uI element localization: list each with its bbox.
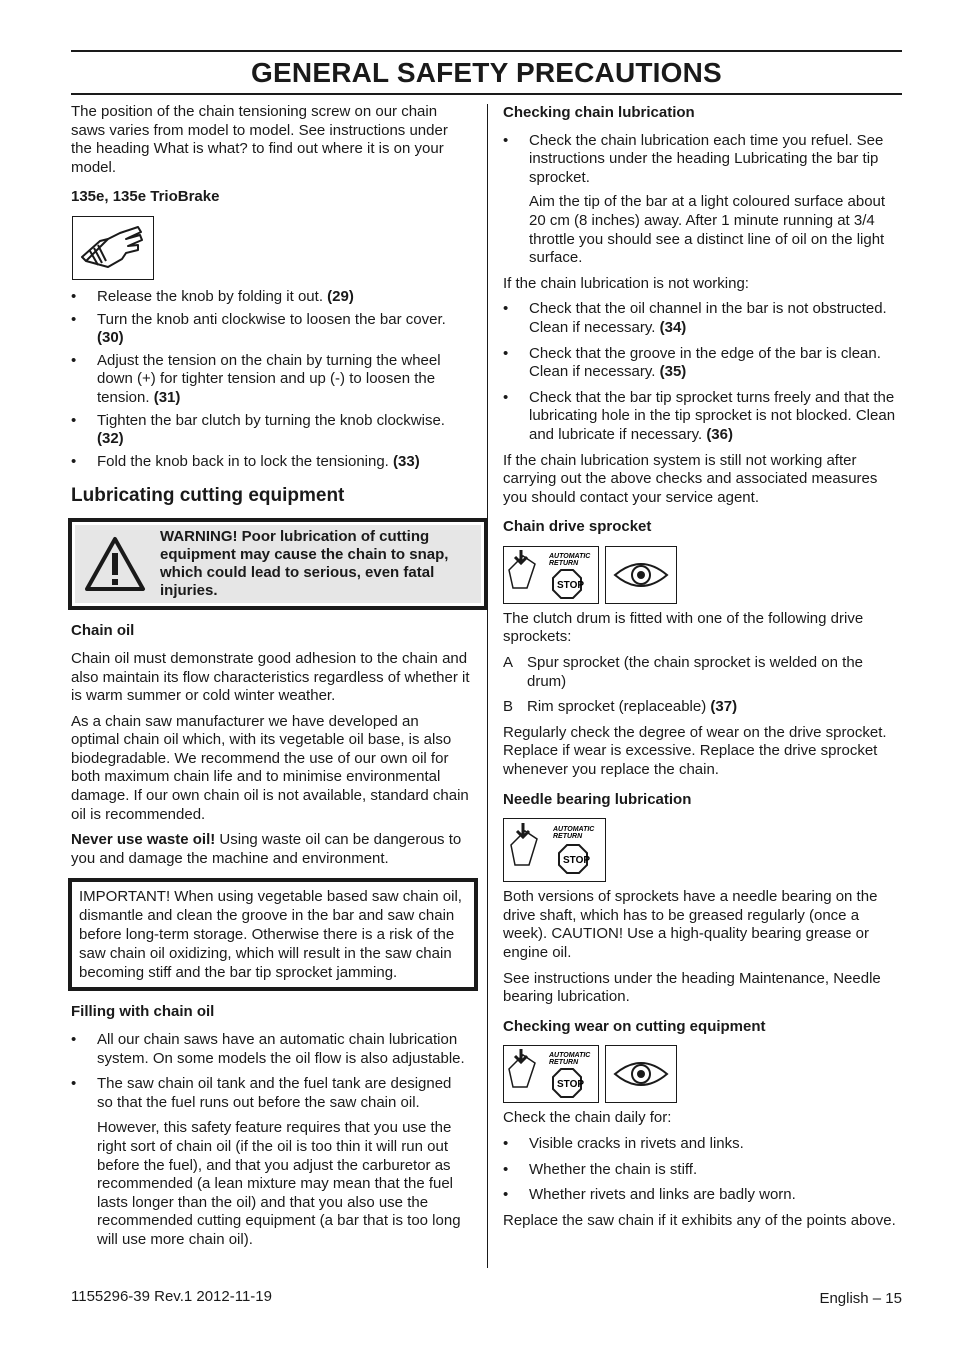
column-divider — [487, 104, 488, 1268]
footer-doc-id: 1155296-39 Rev.1 2012-11-19 — [71, 1288, 272, 1305]
list-item: • Turn the knob anti clockwise to loosen the bar cover. (30) — [71, 310, 446, 347]
list-item: • Check that the oil channel in the bar is not obstructed. Clean if necessary. (34) — [503, 300, 887, 336]
tension-steps-list — [71, 288, 471, 471]
svg-text:AUTOMATIC: AUTOMATIC — [549, 552, 591, 560]
symbol-row — [503, 1045, 903, 1103]
list-item: • Check that the bar tip sprocket turns freely and that the lubricating hole in the tip sprocket is not blocked. Clean and lubricate if necessary. (36) — [503, 388, 896, 443]
header-rule-top — [71, 50, 902, 52]
checking-note: Aim the tip of the bar at a light coloured surface about 20 cm (8 inches) away. After 1 minute running at 3/4 throttle you should see a distinct line of oil on the light surface. — [529, 193, 886, 267]
warning-box — [68, 518, 488, 610]
warning-text: WARNING! Poor lubrication of cutting equipment may cause the chain to snap, which could lead to serious, even fatal injuries. — [160, 528, 449, 600]
intro-paragraph: The position of the chain tensioning screw on our chain saws varies from model to model. See instructions under the heading What is what? to find out where it is on your model. — [71, 103, 448, 176]
header-rule-bottom — [71, 93, 902, 95]
automatic-return-stop-symbol — [503, 818, 606, 882]
automatic-return-stop-icon — [507, 821, 603, 879]
sprocket-b: B Rim sprocket (replaceable) (37) — [503, 698, 738, 716]
eye-symbol — [605, 546, 677, 604]
automatic-return-stop-symbol — [503, 546, 599, 604]
filling-heading: Filling with chain oil — [71, 1003, 215, 1021]
footer-page-number: English – 15 — [819, 1290, 902, 1307]
svg-text:STOP: STOP — [557, 1079, 585, 1091]
sprocket-a: A Spur sprocket (the chain sprocket is welded on the drum) — [503, 654, 864, 690]
not-working-list — [503, 300, 903, 444]
needle-paragraph: Both versions of sprockets have a needle bearing on the drive shaft, which has to be greased regularly (once a week). CAUTION! Use a high-quality bearing grease or engine oil. — [503, 888, 878, 961]
automatic-return-stop-icon — [505, 1047, 597, 1101]
list-item: • Check that the groove in the edge of the bar is clean. Clean if necessary. (35) — [503, 344, 881, 381]
section-heading-lubricating: Lubricating cutting equipment — [71, 485, 345, 507]
waste-oil-paragraph: Never use waste oil! Using waste oil can be dangerous to you and damage the machine and environment. — [71, 831, 462, 867]
wear-check-text: Regularly check the degree of wear on the drive sprocket. Replace if wear is excessive. Replace the drive sprocket whenever you replace the chain. — [503, 723, 887, 779]
chain-oil-heading: Chain oil — [71, 622, 135, 640]
not-working-text: If the chain lubrication is not working: — [503, 274, 749, 292]
sprocket-heading: Chain drive sprocket — [503, 518, 652, 536]
svg-text:RETURN: RETURN — [549, 559, 579, 567]
warning-triangle-icon — [78, 535, 152, 593]
replace-text: Replace the saw chain if it exhibits any of the points above. — [503, 1211, 896, 1229]
important-box: IMPORTANT! When using vegetable based saw chain oil, dismantle and clean the groove in the bar and saw chain before long-term storage. Otherwise there is a risk of the saw chain oil oxidizing, which will result in the saw chain becoming stiff and the bar tip sprocket jamming. — [68, 878, 478, 991]
list-item: • All our chain saws have an automatic chain lubrication system. On some models the oil flow is also adjustable. — [71, 1031, 465, 1067]
list-item: • Tighten the bar clutch by turning the knob clockwise. (32) — [71, 411, 445, 448]
daily-check-list — [503, 1135, 903, 1205]
filling-note: However, this safety feature requires that you use the right sort of chain oil (if the oil is too thin it will run out before the fuel), and that you adjust the carburetor as recommended (a lean mixture may mean that the fuel lasts longer than the oil) and that you also use the recommended cutting equipment (a bar that is too long will use more chain oil). — [97, 1119, 461, 1248]
needle-paragraph: See instructions under the heading Maintenance, Needle bearing lubrication. — [503, 969, 881, 1006]
list-item: • Check the chain lubrication each time you refuel. See instructions under the heading Lubricating the bar tip sprocket. — [503, 131, 884, 186]
eye-icon — [611, 555, 671, 595]
checking-heading: Checking chain lubrication — [503, 104, 695, 121]
list-item: • Fold the knob back in to lock the tensioning. (33) — [71, 452, 420, 470]
svg-text:STOP: STOP — [562, 855, 590, 867]
eye-icon — [611, 1054, 671, 1094]
right-column — [503, 103, 903, 1237]
symbol-row — [503, 818, 903, 882]
svg-text:RETURN: RETURN — [549, 1059, 579, 1067]
svg-text:AUTOMATIC: AUTOMATIC — [552, 826, 594, 834]
svg-text:RETURN: RETURN — [552, 833, 582, 841]
list-item: • Visible cracks in rivets and links. — [503, 1134, 744, 1152]
chain-oil-paragraph: As a chain saw manufacturer we have developed an optimal chain oil which, with its vegetable oil base, is also biodegradable. We recommend the use of our own oil for both maximum chain life and to minimise environmental damage. If our own chain oil is not available, standard chain oil is recommended. — [71, 712, 469, 823]
svg-text:STOP: STOP — [557, 579, 585, 591]
svg-text:AUTOMATIC: AUTOMATIC — [549, 1052, 591, 1060]
list-item: • Release the knob by folding it out. (29) — [71, 287, 354, 305]
page-title: GENERAL SAFETY PRECAUTIONS — [251, 57, 722, 88]
glove-symbol — [72, 216, 154, 280]
glove-icon — [78, 221, 148, 275]
automatic-return-stop-icon — [505, 548, 597, 602]
list-item: • Whether rivets and links are badly worn. — [503, 1186, 796, 1204]
still-not-working-text: If the chain lubrication system is still not working after carrying out the above checks and associated measures you should contact your service agent. — [503, 451, 878, 506]
list-item: • The saw chain oil tank and the fuel tank are designed so that the fuel runs out before the saw chain oil. — [71, 1075, 452, 1111]
chain-oil-paragraph: Chain oil must demonstrate good adhesion to the chain and also maintain its flow characteristics regardless of whether it is warm summer or cold winter weather. — [71, 649, 470, 705]
needle-heading: Needle bearing lubrication — [503, 790, 692, 808]
left-column — [71, 103, 471, 1257]
filling-list — [71, 1031, 471, 1112]
list-item: • Whether the chain is stiff. — [503, 1160, 698, 1178]
wear-heading: Checking wear on cutting equipment — [503, 1017, 766, 1035]
list-item: • Adjust the tension on the chain by turning the wheel down (+) for tighter tension and up (-) to loosen the tension. (31) — [71, 351, 441, 406]
eye-symbol — [605, 1045, 677, 1103]
automatic-return-stop-symbol — [503, 1045, 599, 1103]
model-heading: 135e, 135e TrioBrake — [71, 188, 220, 206]
symbol-row — [503, 546, 903, 604]
checking-list — [503, 132, 903, 188]
clutch-drum-text: The clutch drum is fitted with one of the following drive sprockets: — [503, 609, 864, 646]
daily-check-text: Check the chain daily for: — [503, 1109, 672, 1127]
